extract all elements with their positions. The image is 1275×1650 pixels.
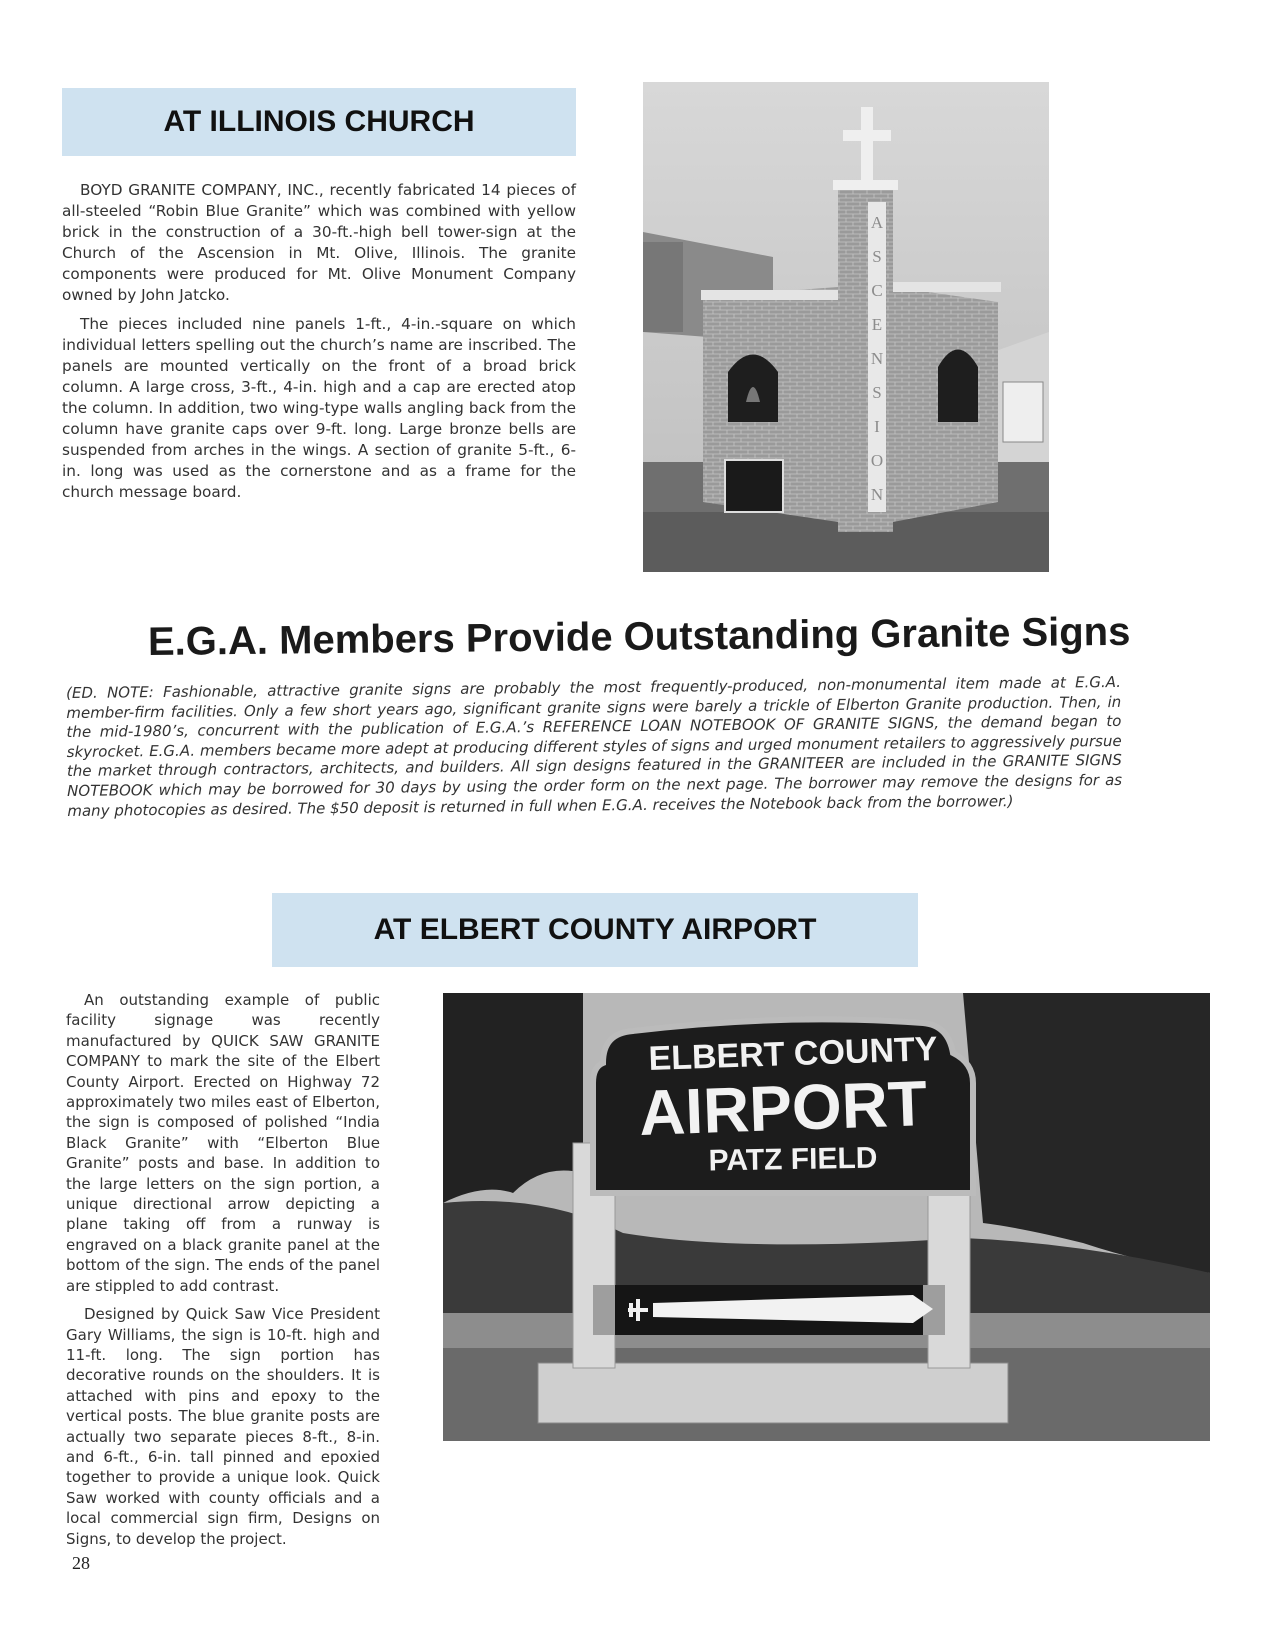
sign-line-3: PATZ FIELD — [708, 1141, 878, 1178]
ascension-letter: C — [871, 281, 883, 300]
ascension-letter: E — [871, 315, 883, 334]
airport-paragraph-1: An outstanding example of public facility signage was recently manufactured by QUICK SAW GRANITE COMPANY to mark the site of the Elbert County Airport. Erected on Highway 72 approximately two miles east of Elberton, the sign is composed of polished “India Black Granite” with “Elberton Blue Granite” posts and base. In addition to the large letters on the sign portion, a unique directional arrow depicting a plane taking off from a runway is engraved on a black granite panel at the bottom of the sign. The ends of the panel are stippled to add contrast. — [66, 991, 380, 1295]
church-paragraph-2: The pieces included nine panels 1-ft., 4-in.-square on which individual letters spelling out the church’s name are inscribed. The panels are mounted vertically on the front of a broad brick column. A large cross, 3-ft., 4-in. high and a cap are erected atop the column. In addition, two wing-type walls angling back from the column have granite caps over 9-ft. long. Large bronze bells are suspended from arches in the wings. A section of granite 5-ft., 6-in. long was used as the cornerstone and as a frame for the church message board. — [62, 315, 576, 501]
ascension-letter: A — [870, 213, 884, 232]
church-banner-title: AT ILLINOIS CHURCH — [163, 105, 475, 138]
airport-banner-title: AT ELBERT COUNTY AIRPORT — [373, 913, 817, 946]
sign-line-1: ELBERT COUNTY — [647, 1029, 939, 1079]
church-bell-tower-photo — [643, 82, 1049, 572]
airport-sign-photo — [443, 993, 1210, 1441]
ascension-letter: N — [870, 485, 884, 504]
ascension-letter: I — [874, 417, 880, 436]
ascension-letter: O — [870, 451, 884, 470]
church-paragraph-1: BOYD GRANITE COMPANY, INC., recently fabricated 14 pieces of all-steeled “Robin Blue Granite” which was combined with yellow brick in the construction of a 30-ft.-high bell tower-sign at the Church of the Ascension in Mt. Olive, Illinois. The granite components were produced for Mt. Olive Monument Company owned by John Jatcko. — [62, 181, 576, 304]
church-photo-illustration — [643, 82, 1049, 572]
church-article — [62, 180, 576, 511]
airport-banner — [272, 893, 918, 967]
ascension-letter: S — [872, 383, 882, 402]
editor-note: (ED. NOTE: Fashionable, attractive granite signs are probably the most frequently-produced, non-monumental item made at E.G.A. member-firm facilities. Only a few short years ago, significant granite signs were barely a trickle of Elberton Granite production. Then, in the mid-1980’s, concurrent with the publication of E.G.A.’s REFERENCE LOAN NOTEBOOK OF GRANITE SIGNS, the demand began to skyrocket. E.G.A. members became more adept at producing different styles of signs and urged monument retailers to aggressively pursue the market through contractors, architects, and builders. All sign designs featured in the GRANITEER are included in the GRANITE SIGNS NOTEBOOK which may be borrowed for 30 days by using the order form on the next page. The borrower may remove the designs for as many photocopies as desired. The $50 deposit is returned in full when E.G.A. receives the Notebook back from the borrower.) — [66, 672, 1123, 820]
airport-article — [66, 990, 380, 1557]
ascension-letter: N — [870, 349, 884, 368]
sign-line-2: AIRPORT — [637, 1066, 929, 1150]
airport-paragraph-2: Designed by Quick Saw Vice President Gary Williams, the sign is 10-ft. high and 11-ft. long. The sign portion has decorative rounds on the shoulders. It is attached with pins and epoxy to the vertical posts. The blue granite posts are actually two separate pieces 8-ft., 8-in. and 6-ft., 6-in. tall pinned and epoxied together to provide a unique look. Quick Saw worked with county officials and a local commercial sign firm, Designs on Signs, to develop the project. — [66, 1305, 380, 1548]
main-headline: E.G.A. Members Provide Outstanding Granite Signs — [147, 609, 1131, 664]
ascension-letters — [868, 206, 886, 512]
page-number: 28 — [72, 1553, 90, 1573]
church-banner — [62, 88, 576, 156]
ascension-letter: S — [872, 247, 882, 266]
